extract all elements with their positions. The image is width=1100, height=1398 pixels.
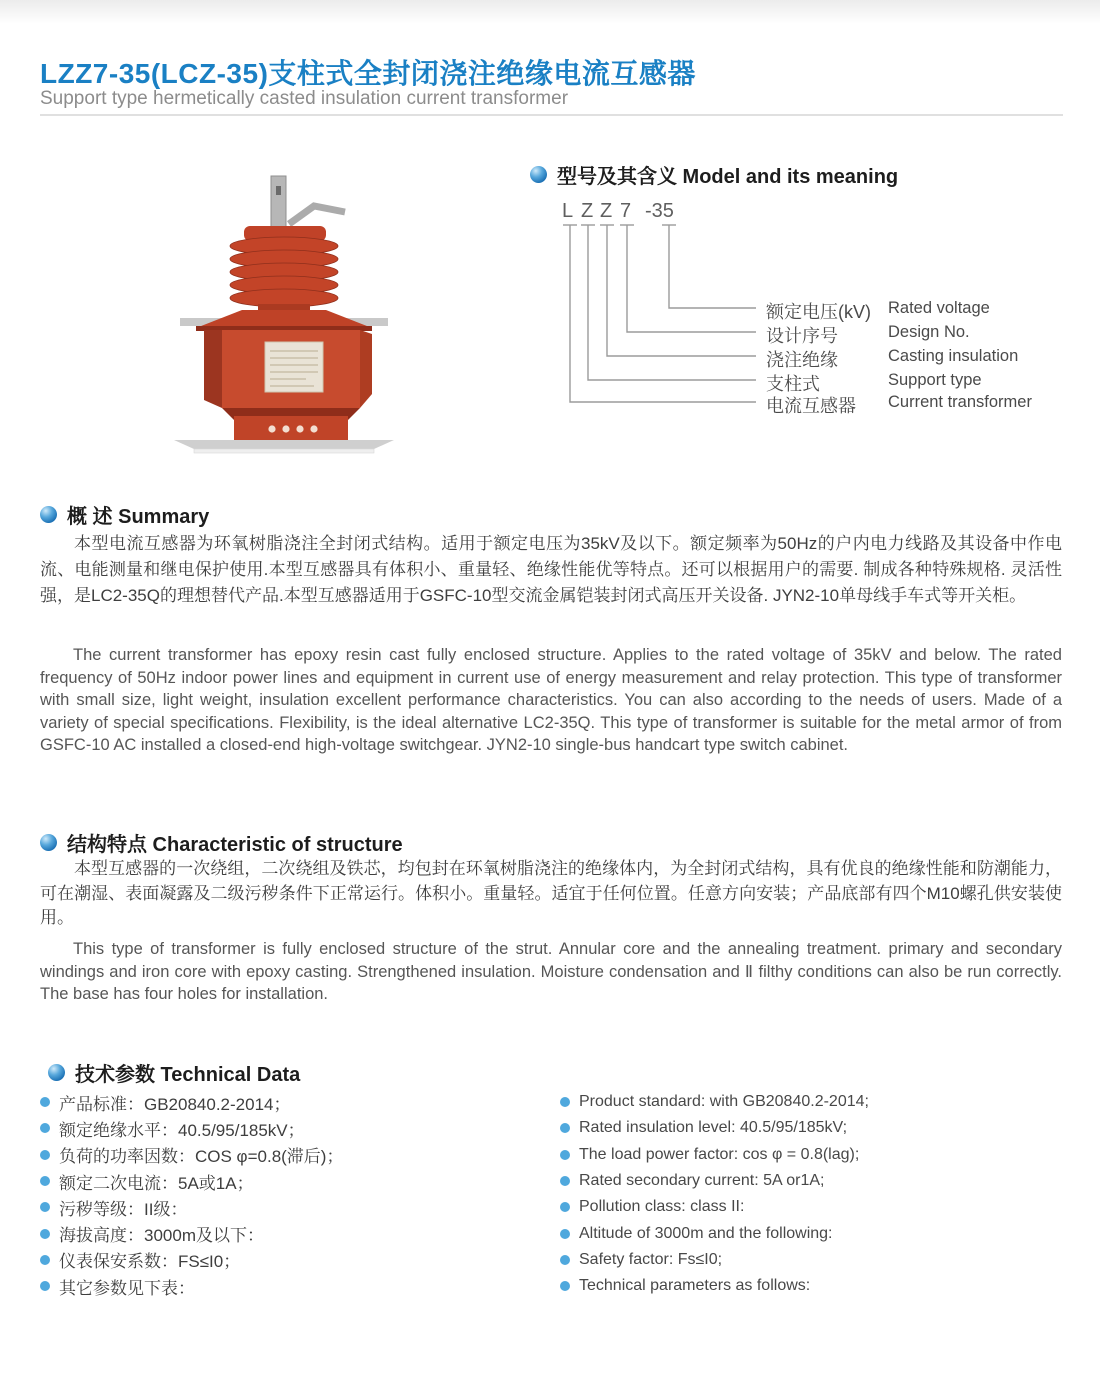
section-bullet-icon <box>40 506 57 523</box>
bullet-dot-icon <box>560 1097 570 1107</box>
summary-paragraph-en: The current transformer has epoxy resin cast fully enclosed structure. Applies to the rated voltage of 35kV and below. The rated frequency of 50Hz indoor power lines and equipment in current use of energy measurement and relay protection. This type of transformer with small size, light weight, insulation excellent performance characteristics. You can also according to the needs of users. Made of a variety of special specifications. Flexibility, is the ideal alternative LC2-35Q. This type of transformer is suitable for the metal armor of from GSFC-10 AC installed a closed-end high-voltage switchgear. JYN2-10 single-bus handcart type switch cabinet. <box>40 646 1062 755</box>
tech-list-left <box>40 1089 343 1299</box>
page-subtitle: Support type hermetically casted insulation current transformer <box>40 88 569 109</box>
section-bullet-icon <box>48 1064 65 1081</box>
model-label-en: Design No. <box>888 323 970 341</box>
bullet-dot-icon <box>40 1255 50 1265</box>
tech-item-label: 额定绝缘水平：40.5/95/185kV； <box>59 1120 305 1140</box>
model-diagram-lines <box>540 198 790 413</box>
bullet-dot-icon <box>40 1176 50 1186</box>
header-divider <box>40 114 1063 116</box>
technical-section-heading: 技术参数 Technical Data <box>48 1058 300 1087</box>
structure-section-heading: 结构特点 Characteristic of structure <box>40 828 403 857</box>
bullet-dot-icon <box>560 1255 570 1265</box>
model-label-en: Support type <box>888 371 982 389</box>
bullet-dot-icon <box>560 1229 570 1239</box>
model-label-cn: 电流互感器 <box>766 396 856 416</box>
tech-item <box>40 1247 343 1273</box>
model-label-en: Current transformer <box>888 393 1032 411</box>
tech-item <box>560 1273 869 1299</box>
structure-paragraph-en: This type of transformer is fully enclosed structure of the strut. Annular core and the annealing treatment. primary and secondary windings and iron core with epoxy casting. Strengthened insulation. Moisture condensation and Ⅱ filthy conditions can also be run correctly. The base has four holes for installation. <box>40 940 1062 1004</box>
model-code-char: Z <box>581 200 594 222</box>
page-title: LZZ7-35(LCZ-35)支柱式全封闭浇注绝缘电流互感器 <box>40 58 696 89</box>
model-code-char: 7 <box>620 200 632 222</box>
tech-item <box>560 1194 869 1220</box>
bullet-dot-icon <box>560 1150 570 1160</box>
tech-item-label: The load power factor: cos φ = 0.8(lag); <box>579 1145 860 1163</box>
tech-item-label: Technical parameters as follows: <box>579 1277 811 1295</box>
bullet-dot-icon <box>40 1123 50 1133</box>
tech-item <box>560 1089 869 1115</box>
tech-item <box>560 1142 869 1168</box>
tech-item <box>40 1115 343 1141</box>
bullet-dot-icon <box>560 1176 570 1186</box>
model-label-cn: 设计序号 <box>766 326 838 346</box>
tech-item-label: Safety factor: Fs≤I0; <box>579 1250 723 1268</box>
tech-item-label: 海拔高度：3000m及以下： <box>59 1226 264 1246</box>
tech-item-label: 产品标准：GB20840.2-2014； <box>59 1094 291 1114</box>
tech-item <box>560 1115 869 1141</box>
tech-item-label: 其它参数见下表： <box>59 1278 195 1298</box>
tech-item-label: Altitude of 3000m and the following: <box>579 1224 833 1242</box>
bullet-dot-icon <box>560 1281 570 1291</box>
tech-item <box>40 1220 343 1246</box>
top-fade-decor <box>0 0 1100 24</box>
section-bullet-icon <box>530 166 547 183</box>
tech-item <box>560 1168 869 1194</box>
model-label-cn: 额定电压(kV) <box>766 302 871 322</box>
section-bullet-icon <box>40 834 57 851</box>
tech-item <box>40 1142 343 1168</box>
model-label-en: Casting insulation <box>888 347 1019 365</box>
tech-item <box>40 1273 343 1299</box>
tech-item-label: Product standard: with GB20840.2-2014; <box>579 1093 869 1111</box>
structure-paragraph-cn: 本型互感器的一次绕组，二次绕组及铁芯，均包封在环氧树脂浇注的绝缘体内，为全封闭式结构，具有优良的绝缘性能和防潮能力，可在潮湿、表面凝露及二级污秽条件下正常运行。体积小。重量轻。适宜于任何位置。任意方向安装；产品底部有四个M10螺孔供安装使用。 <box>40 859 1062 927</box>
model-code-char: L <box>562 200 574 222</box>
bullet-dot-icon <box>40 1150 50 1160</box>
tech-item-label: Pollution class: class II: <box>579 1198 745 1216</box>
tech-item <box>560 1220 869 1246</box>
model-label-cn: 浇注绝缘 <box>766 350 838 370</box>
summary-paragraph-cn: 本型电流互感器为环氧树脂浇注全封闭式结构。适用于额定电压为35kV及以下。额定频率为50Hz的户内电力线路及其设备中作电流、电能测量和继电保护使用.本型互感器具有体积小、重量轻、绝缘性能优等特点。还可以根据用户的需要. 制成各种特殊规格. 灵活性强，是LC2-35Q的理想替代产品.本型互感器适用于GSFC-10型交流金属铠装封闭式高压开关设备. JYN2-10单母线手车式等开关柜。 <box>40 534 1062 605</box>
bullet-dot-icon <box>560 1202 570 1212</box>
tech-item-label: 污秽等级：II级： <box>59 1199 188 1219</box>
bullet-dot-icon <box>40 1202 50 1212</box>
tech-item-label: Rated insulation level: 40.5/95/185kV; <box>579 1119 848 1137</box>
tech-item-label: Rated secondary current: 5A or1A; <box>579 1172 825 1190</box>
tech-item <box>40 1089 343 1115</box>
tech-item-label: 额定二次电流：5A或1A； <box>59 1173 254 1193</box>
tech-item-label: 仪表保安系数：FS≤I0； <box>59 1252 241 1272</box>
tech-item-label: 负荷的功率因数：COS φ=0.8(滞后)； <box>59 1147 344 1167</box>
tech-list-right <box>560 1089 869 1299</box>
model-code-char: Z <box>600 200 613 222</box>
bullet-dot-icon <box>40 1281 50 1291</box>
tech-item <box>40 1168 343 1194</box>
model-section-heading: 型号及其含义 Model and its meaning <box>530 160 898 189</box>
bullet-dot-icon <box>40 1097 50 1107</box>
model-code-char: -35 <box>645 200 674 222</box>
tech-item <box>40 1194 343 1220</box>
product-photo-transformer <box>168 166 400 454</box>
model-label-cn: 支柱式 <box>766 374 820 394</box>
tech-item <box>560 1247 869 1273</box>
summary-section-heading: 概 述 Summary <box>40 500 209 529</box>
model-label-en: Rated voltage <box>888 299 990 317</box>
bullet-dot-icon <box>40 1229 50 1239</box>
bullet-dot-icon <box>560 1123 570 1133</box>
